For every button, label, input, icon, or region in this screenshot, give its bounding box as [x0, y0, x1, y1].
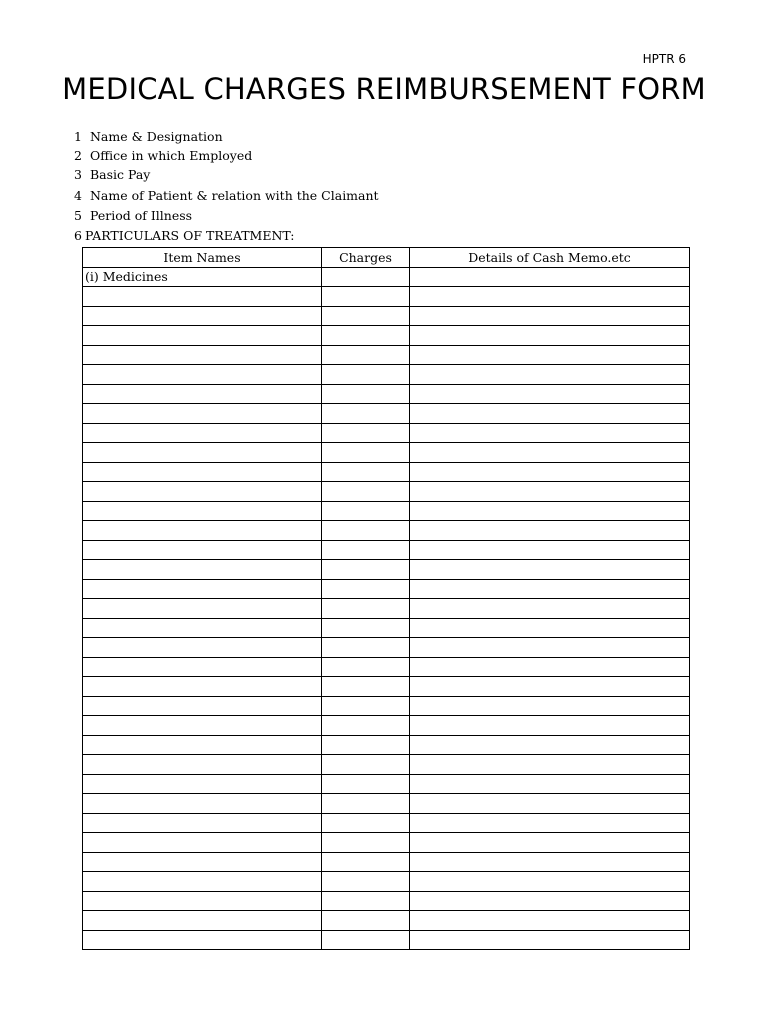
cell-item-name[interactable] [83, 521, 322, 541]
cell-item-name[interactable] [83, 560, 322, 580]
cell-item-name[interactable] [83, 774, 322, 794]
cell-charges[interactable] [322, 462, 410, 482]
cell-cash-memo-details[interactable] [410, 267, 690, 287]
cell-item-name[interactable] [83, 930, 322, 950]
cell-cash-memo-details[interactable] [410, 365, 690, 385]
cell-cash-memo-details[interactable] [410, 540, 690, 560]
table-row [83, 267, 690, 287]
table-row [83, 833, 690, 853]
cell-item-name[interactable] [83, 696, 322, 716]
table-row [83, 599, 690, 619]
cell-cash-memo-details[interactable] [410, 696, 690, 716]
table-row [83, 501, 690, 521]
table-row [83, 365, 690, 385]
cell-item-name[interactable] [83, 891, 322, 911]
cell-item-name[interactable] [83, 872, 322, 892]
cell-charges[interactable] [322, 657, 410, 677]
cell-cash-memo-details[interactable] [410, 638, 690, 658]
table-row [83, 618, 690, 638]
table-row [83, 755, 690, 775]
field-period-illness [74, 208, 192, 223]
table-row [83, 638, 690, 658]
cell-cash-memo-details[interactable] [410, 716, 690, 736]
cell-charges[interactable] [322, 813, 410, 833]
table-row [83, 306, 690, 326]
field-label: Name of Patient & relation with the Claimant [89, 188, 379, 203]
cell-cash-memo-details[interactable] [410, 384, 690, 404]
cell-item-name[interactable] [83, 345, 322, 365]
cell-item-name[interactable] [83, 306, 322, 326]
cell-item-name[interactable] [83, 794, 322, 814]
cell-item-name[interactable] [83, 599, 322, 619]
cell-charges[interactable] [322, 540, 410, 560]
field-label: Basic Pay [89, 167, 151, 182]
cell-cash-memo-details[interactable] [410, 930, 690, 950]
cell-cash-memo-details[interactable] [410, 345, 690, 365]
field-label: Name & Designation [89, 129, 223, 144]
field-label: Period of Illness [89, 208, 193, 223]
form-code: HPTR 6 [642, 52, 686, 66]
cell-item-name[interactable] [83, 326, 322, 346]
cell-cash-memo-details[interactable] [410, 677, 690, 697]
cell-item-name[interactable] [83, 852, 322, 872]
field-particulars-treatment [74, 228, 295, 243]
cell-cash-memo-details[interactable] [410, 423, 690, 443]
cell-charges[interactable] [322, 326, 410, 346]
cell-cash-memo-details[interactable] [410, 501, 690, 521]
cell-charges[interactable] [322, 482, 410, 502]
table-row [83, 872, 690, 892]
table-row [83, 930, 690, 950]
cell-item-name[interactable] [83, 755, 322, 775]
cell-charges[interactable] [322, 911, 410, 931]
cell-charges[interactable] [322, 521, 410, 541]
cell-charges[interactable] [322, 833, 410, 853]
table-row [83, 911, 690, 931]
cell-cash-memo-details[interactable] [410, 794, 690, 814]
table-row [83, 852, 690, 872]
table-row [83, 774, 690, 794]
table-row [83, 579, 690, 599]
table-row [83, 677, 690, 697]
field-basic-pay [74, 167, 150, 182]
cell-charges[interactable] [322, 774, 410, 794]
cell-charges[interactable] [322, 365, 410, 385]
table-row [83, 521, 690, 541]
cell-item-name[interactable] [83, 404, 322, 424]
cell-item-name[interactable] [83, 657, 322, 677]
cell-cash-memo-details[interactable] [410, 443, 690, 463]
cell-cash-memo-details[interactable] [410, 306, 690, 326]
cell-charges[interactable] [322, 755, 410, 775]
cell-cash-memo-details[interactable] [410, 599, 690, 619]
table-row [83, 794, 690, 814]
cell-cash-memo-details[interactable] [410, 735, 690, 755]
cell-item-name[interactable] [83, 423, 322, 443]
table-row [83, 657, 690, 677]
cell-item-name[interactable] [83, 462, 322, 482]
table-row [83, 540, 690, 560]
table-row [83, 443, 690, 463]
cell-item-name[interactable] [83, 540, 322, 560]
cell-charges[interactable] [322, 384, 410, 404]
cell-charges[interactable] [322, 638, 410, 658]
cell-charges[interactable] [322, 696, 410, 716]
cell-charges[interactable] [322, 735, 410, 755]
cell-item-name[interactable]: (i) Medicines [83, 267, 322, 287]
cell-charges[interactable] [322, 852, 410, 872]
cell-charges[interactable] [322, 872, 410, 892]
header-cash-memo-details: Details of Cash Memo.etc [410, 248, 690, 268]
cell-cash-memo-details[interactable] [410, 755, 690, 775]
cell-charges[interactable] [322, 794, 410, 814]
cell-charges[interactable] [322, 287, 410, 307]
cell-charges[interactable] [322, 930, 410, 950]
cell-item-name[interactable] [83, 501, 322, 521]
cell-charges[interactable] [322, 599, 410, 619]
cell-item-name[interactable] [83, 813, 322, 833]
cell-cash-memo-details[interactable] [410, 618, 690, 638]
cell-charges[interactable] [322, 677, 410, 697]
table-row [83, 735, 690, 755]
cell-charges[interactable] [322, 443, 410, 463]
cell-item-name[interactable] [83, 482, 322, 502]
cell-cash-memo-details[interactable] [410, 560, 690, 580]
cell-item-name[interactable] [83, 911, 322, 931]
cell-cash-memo-details[interactable] [410, 891, 690, 911]
table-row [83, 482, 690, 502]
cell-cash-memo-details[interactable] [410, 482, 690, 502]
table-row [83, 423, 690, 443]
cell-charges[interactable] [322, 423, 410, 443]
table-row [83, 287, 690, 307]
cell-charges[interactable] [322, 579, 410, 599]
table-body [83, 267, 690, 950]
cell-item-name[interactable] [83, 287, 322, 307]
field-number: 1 [74, 129, 82, 144]
field-name-designation [74, 129, 223, 144]
cell-cash-memo-details[interactable] [410, 911, 690, 931]
cell-item-name[interactable] [83, 443, 322, 463]
cell-cash-memo-details[interactable] [410, 813, 690, 833]
cell-item-name[interactable] [83, 384, 322, 404]
form-title: MEDICAL CHARGES REIMBURSEMENT FORM [62, 72, 706, 106]
field-number: 4 [74, 188, 82, 203]
table-row [83, 404, 690, 424]
cell-charges[interactable] [322, 501, 410, 521]
cell-cash-memo-details[interactable] [410, 579, 690, 599]
field-number: 2 [74, 148, 82, 163]
table-row [83, 345, 690, 365]
cell-item-name[interactable] [83, 833, 322, 853]
cell-cash-memo-details[interactable] [410, 657, 690, 677]
cell-charges[interactable] [322, 560, 410, 580]
cell-item-name[interactable] [83, 735, 322, 755]
cell-cash-memo-details[interactable] [410, 287, 690, 307]
table-row [83, 326, 690, 346]
cell-cash-memo-details[interactable] [410, 852, 690, 872]
field-number: 6 [74, 228, 82, 243]
cell-item-name[interactable] [83, 579, 322, 599]
cell-charges[interactable] [322, 267, 410, 287]
cell-charges[interactable] [322, 618, 410, 638]
cell-cash-memo-details[interactable] [410, 833, 690, 853]
header-item-names: Item Names [83, 248, 322, 268]
field-number: 5 [74, 208, 82, 223]
cell-item-name[interactable] [83, 365, 322, 385]
cell-charges[interactable] [322, 716, 410, 736]
field-label: Office in which Employed [89, 148, 253, 163]
table-row [83, 813, 690, 833]
cell-item-name[interactable] [83, 716, 322, 736]
table-row [83, 696, 690, 716]
table-row [83, 716, 690, 736]
table-row [83, 462, 690, 482]
field-office [74, 148, 252, 163]
cell-charges[interactable] [322, 306, 410, 326]
table-header-row [83, 248, 690, 268]
cell-cash-memo-details[interactable] [410, 326, 690, 346]
cell-cash-memo-details[interactable] [410, 774, 690, 794]
cell-cash-memo-details[interactable] [410, 462, 690, 482]
cell-charges[interactable] [322, 891, 410, 911]
cell-cash-memo-details[interactable] [410, 521, 690, 541]
table-row [83, 560, 690, 580]
cell-item-name[interactable] [83, 618, 322, 638]
cell-cash-memo-details[interactable] [410, 404, 690, 424]
cell-item-name[interactable] [83, 677, 322, 697]
field-label: PARTICULARS OF TREATMENT: [84, 228, 295, 243]
cell-charges[interactable] [322, 404, 410, 424]
cell-cash-memo-details[interactable] [410, 872, 690, 892]
treatment-table [82, 247, 690, 950]
cell-item-name[interactable] [83, 638, 322, 658]
cell-charges[interactable] [322, 345, 410, 365]
table-row [83, 891, 690, 911]
header-charges: Charges [322, 248, 410, 268]
field-patient-relation [74, 188, 379, 203]
table-row [83, 384, 690, 404]
field-number: 3 [74, 167, 82, 182]
